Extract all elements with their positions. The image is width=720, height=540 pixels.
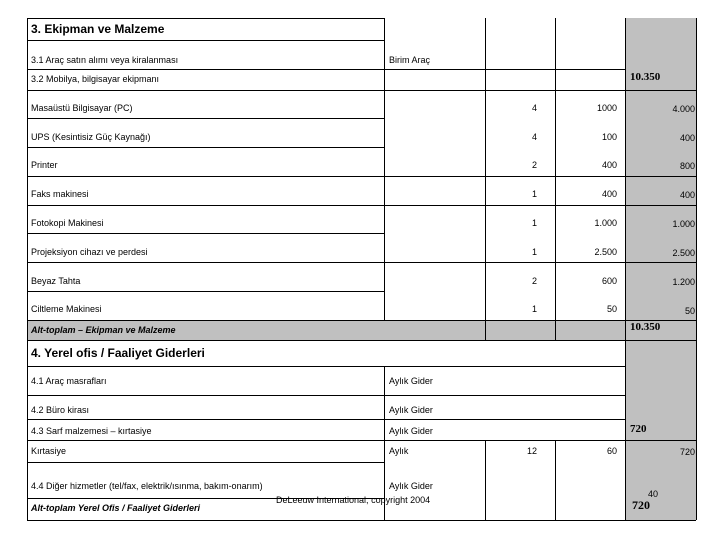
item-name: Masaüstü Bilgisayar (PC) — [31, 103, 133, 113]
item-total: 1.000 — [672, 219, 695, 229]
item-qty: 4 — [531, 132, 537, 142]
row-line — [27, 340, 696, 341]
row-line — [27, 366, 625, 367]
item-unit-cost: 2.500 — [594, 247, 617, 257]
item-total: 4.000 — [672, 104, 695, 114]
item-name: Fotokopi Makinesi — [31, 218, 104, 228]
expense-unit-cost: 60 — [606, 446, 617, 456]
row-line — [27, 69, 625, 70]
expense-total: 720 — [679, 447, 695, 457]
sub2-total: 10.350 — [630, 71, 661, 83]
item-qty: 1 — [531, 304, 537, 314]
expense-label: 4.4 Diğer hizmetler (tel/fax, elektrik/ısınma, bakım-onarım) — [31, 481, 263, 491]
grid-line-left — [27, 18, 28, 520]
row-line — [27, 419, 625, 420]
expense-unit: Aylık Gider — [389, 426, 433, 436]
sub1-label: 3.1 Araç satın alımı veya kiralanması — [31, 55, 179, 65]
item-unit-cost: 50 — [606, 304, 617, 314]
item-unit-cost: 600 — [601, 276, 617, 286]
expense-total: 720 — [630, 423, 647, 435]
expense-unit: Aylık Gider — [389, 376, 433, 386]
row-line — [27, 262, 696, 263]
copyright: DeLeeuw International, copyright 2004 — [276, 495, 431, 505]
item-total: 400 — [679, 190, 695, 200]
row-line — [27, 395, 625, 396]
grid-line-qty — [485, 18, 486, 340]
expense-unit: Aylık Gider — [389, 481, 433, 491]
item-qty: 2 — [531, 276, 537, 286]
row-line — [27, 233, 384, 234]
grid-line-right — [696, 18, 697, 520]
sub1-unit: Birim Araç — [389, 55, 431, 65]
item-unit-cost: 1000 — [596, 103, 617, 113]
item-name: Beyaz Tahta — [31, 276, 81, 286]
item-qty: 2 — [531, 160, 537, 170]
section-3-title: 3. Ekipman ve Malzeme — [31, 22, 165, 36]
expense-label: 4.3 Sarf malzemesi – kırtasiye — [31, 426, 152, 436]
grid-line-total — [625, 18, 626, 520]
expense-label: 4.2 Büro kirası — [31, 405, 90, 415]
section-3-subtotal-value: 10.350 — [630, 321, 661, 333]
row-line — [27, 176, 696, 177]
grid-line-unit — [384, 18, 385, 320]
item-qty: 1 — [531, 218, 537, 228]
row-line — [27, 520, 696, 521]
item-qty: 1 — [531, 189, 537, 199]
row-line — [27, 40, 384, 41]
row-line — [27, 205, 696, 206]
section-3-subtotal-label: Alt-toplam – Ekipman ve Malzeme — [31, 325, 176, 335]
item-name: UPS (Kesintisiz Güç Kaynağı) — [31, 132, 151, 142]
item-total: 50 — [684, 306, 695, 316]
item-unit-cost: 100 — [601, 132, 617, 142]
item-total: 400 — [679, 133, 695, 143]
expense-label: 4.1 Araç masrafları — [31, 376, 107, 386]
item-total: 800 — [679, 161, 695, 171]
section-4-subtotal-value: 720 — [632, 498, 650, 512]
item-name: Projeksiyon cihazı ve perdesi — [31, 247, 148, 257]
expense-qty: 12 — [526, 446, 537, 456]
row-line — [27, 320, 696, 321]
item-unit-cost: 400 — [601, 189, 617, 199]
item-total: 1.200 — [672, 277, 695, 287]
expense-unit: Aylık Gider — [389, 405, 433, 415]
item-name: Ciltleme Makinesi — [31, 304, 102, 314]
section-4-title: 4. Yerel ofis / Faaliyet Giderleri — [31, 346, 205, 360]
expense-label: Kırtasiye — [31, 446, 67, 456]
expense-unit: Aylık — [389, 446, 409, 456]
item-qty: 1 — [531, 247, 537, 257]
item-total: 2.500 — [672, 248, 695, 258]
row-line — [27, 440, 696, 441]
item-name: Printer — [31, 160, 58, 170]
page-number: 40 — [648, 489, 659, 499]
row-line — [27, 147, 384, 148]
section-4-subtotal-label: Alt-toplam Yerel Ofis / Faaliyet Giderleri — [31, 503, 201, 513]
item-unit-cost: 400 — [601, 160, 617, 170]
row-line — [27, 462, 384, 463]
row-line — [27, 18, 384, 19]
row-line — [27, 90, 696, 91]
item-name: Faks makinesi — [31, 189, 89, 199]
row-line — [27, 291, 384, 292]
grid-line-cost — [555, 18, 556, 340]
item-unit-cost: 1.000 — [594, 218, 617, 228]
item-qty: 4 — [531, 103, 537, 113]
sub2-label: 3.2 Mobilya, bilgisayar ekipmanı — [31, 74, 160, 84]
row-line — [27, 118, 384, 119]
